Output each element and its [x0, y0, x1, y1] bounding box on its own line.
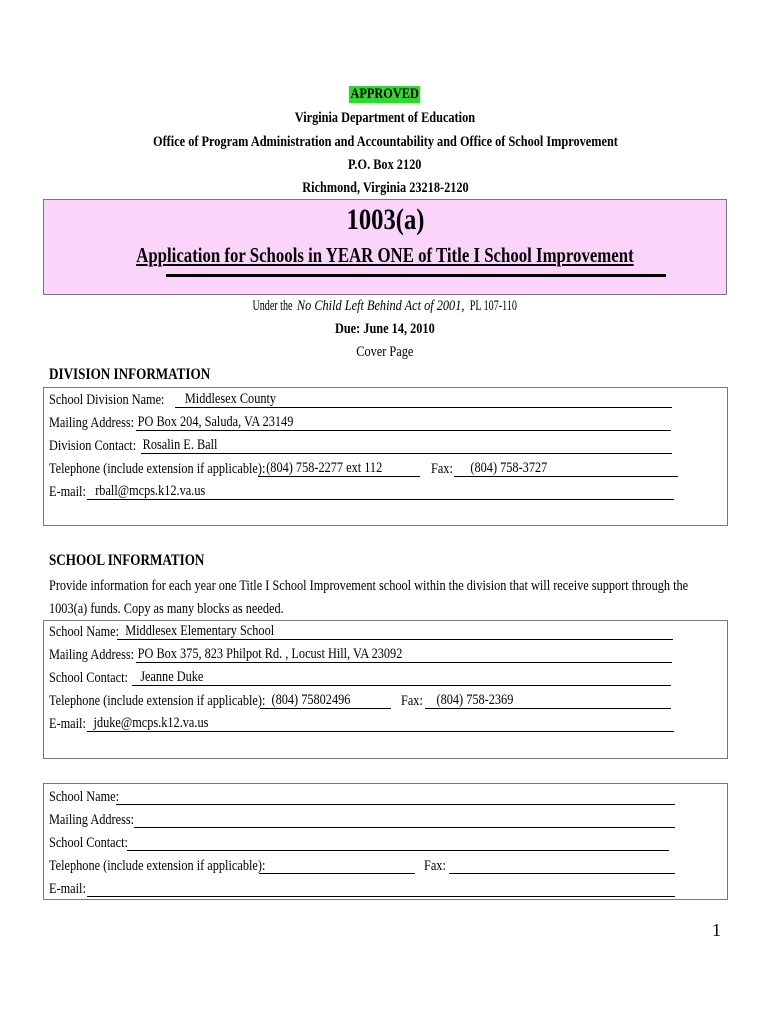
school2-fax-field[interactable]	[449, 856, 675, 874]
division-heading: DIVISION INFORMATION	[49, 366, 211, 383]
department-name: Virginia Department of Education	[294, 110, 476, 126]
form-code: 1003(a)	[346, 203, 424, 236]
school2-phone-field[interactable]	[259, 856, 415, 874]
approved-stamp: APPROVED	[350, 86, 420, 102]
office-name: Office of Program Administration and Accountability and Office of School Improvement	[152, 134, 618, 150]
school1-contact-field[interactable]: Jeanne Duke	[132, 668, 671, 686]
division-name-row: School Division Name: Middlesex County	[49, 390, 679, 410]
cover-page-label: Cover Page	[356, 344, 414, 360]
division-contact-field[interactable]: Rosalin E. Ball	[141, 436, 672, 454]
school1-phone-row: Telephone (include extension if applicable): (804) 75802496 Fax: (804) 758-2369	[49, 691, 689, 711]
division-phone-field[interactable]: (804) 758-2277 ext 112	[258, 459, 420, 477]
school1-mailing-row: Mailing Address: PO Box 375, 823 Philpot Rd. , Locust Hill, VA 23092	[49, 645, 679, 665]
school1-contact-row: School Contact: Jeanne Duke	[49, 668, 679, 688]
school2-name-row: School Name:	[49, 787, 689, 807]
school1-name-field[interactable]: Middlesex Elementary School	[117, 622, 673, 640]
division-email-row: E-mail: rball@mcps.k12.va.us	[49, 482, 689, 502]
school1-mailing-field[interactable]: PO Box 375, 823 Philpot Rd. , Locust Hill, VA 23092	[136, 645, 672, 663]
school2-mailing-row: Mailing Address:	[49, 810, 689, 830]
application-title: Application for Schools in YEAR ONE of Title I School Improvement	[136, 243, 634, 267]
school2-contact-row: School Contact:	[49, 833, 689, 853]
division-mailing-field[interactable]: PO Box 204, Saluda, VA 23149	[136, 413, 671, 431]
school2-email-row: E-mail:	[49, 879, 689, 899]
school2-name-field[interactable]	[116, 787, 675, 805]
city-address: Richmond, Virginia 23218-2120	[301, 180, 469, 196]
division-contact-row: Division Contact: Rosalin E. Ball	[49, 436, 679, 456]
due-date: Due: June 14, 2010	[335, 321, 435, 337]
division-mailing-row: Mailing Address: PO Box 204, Saluda, VA 23149	[49, 413, 679, 433]
po-box: P.O. Box 2120	[348, 157, 422, 173]
division-name-field[interactable]: Middlesex County	[175, 390, 672, 408]
school-instructions: Provide information for each year one Title I School Improvement school within the division that will receive support through the 1003(a) funds. Copy as many blocks as needed.	[49, 578, 689, 617]
act-line: Under theNo Child Left Behind Act of 2001,PL 107-110	[252, 298, 517, 314]
school1-email-field[interactable]: jduke@mcps.k12.va.us	[87, 714, 674, 732]
school2-contact-field[interactable]	[127, 833, 669, 851]
division-email-field[interactable]: rball@mcps.k12.va.us	[87, 482, 674, 500]
title-box	[43, 199, 727, 295]
school2-mailing-field[interactable]	[134, 810, 675, 828]
school1-name-row: School Name: Middlesex Elementary School	[49, 622, 679, 642]
division-phone-row: Telephone (include extension if applicable): (804) 758-2277 ext 112 Fax: (804) 758-3727	[49, 459, 689, 479]
school1-fax-field[interactable]: (804) 758-2369	[425, 691, 671, 709]
school2-email-field[interactable]	[87, 879, 675, 897]
school1-phone-field[interactable]: (804) 75802496	[260, 691, 391, 709]
school2-phone-row: Telephone (include extension if applicable): Fax:	[49, 856, 689, 876]
school1-email-row: E-mail: jduke@mcps.k12.va.us	[49, 714, 689, 734]
school-heading: SCHOOL INFORMATION	[49, 552, 205, 569]
page-number: 1	[712, 920, 721, 940]
title-rule	[166, 274, 666, 277]
division-fax-field[interactable]: (804) 758-3727	[454, 459, 678, 477]
